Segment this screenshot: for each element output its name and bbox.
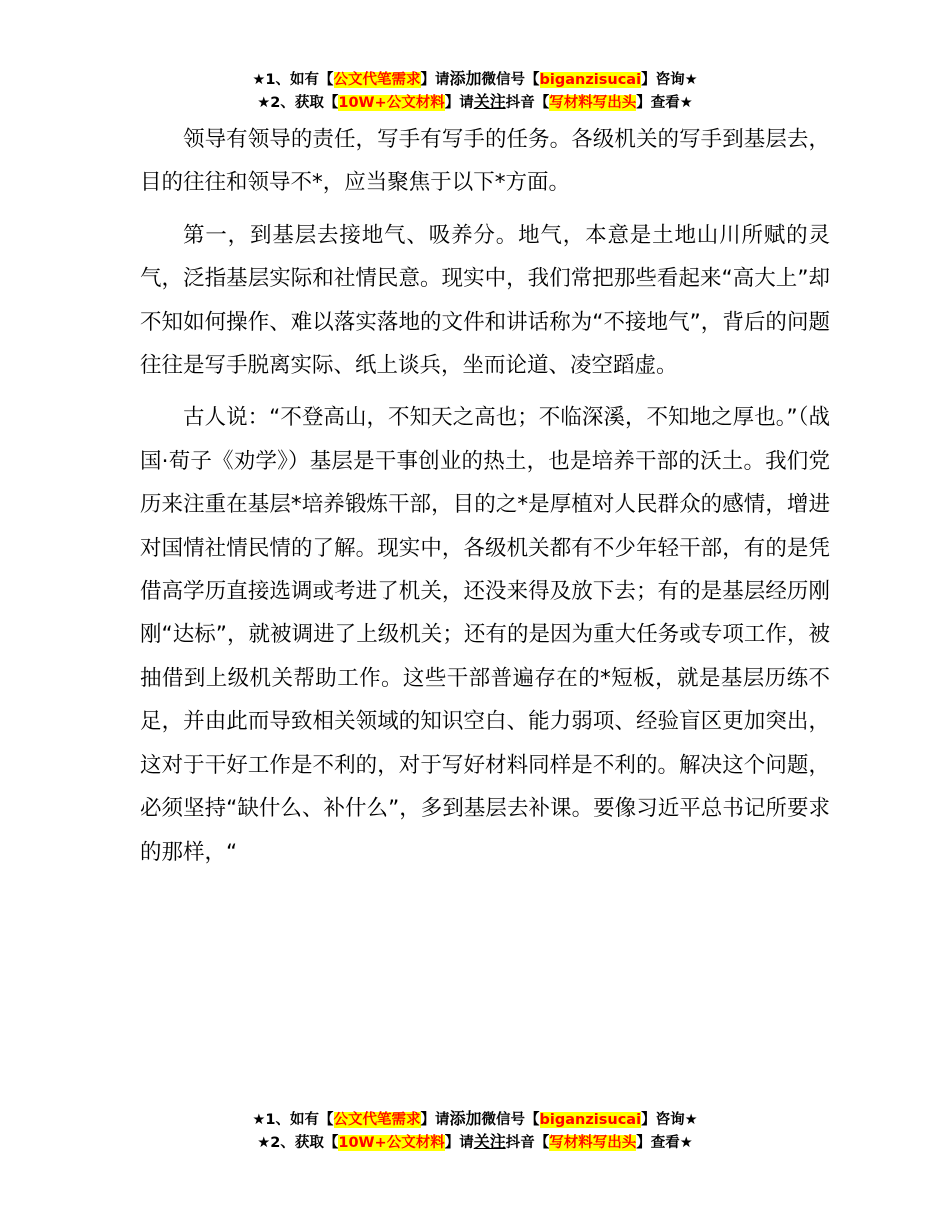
bracket-close: 】 <box>641 1112 656 1128</box>
highlight-douyin-account: 写材料写出头 <box>549 95 637 111</box>
banner-line-2-suffix: 查看★ <box>650 1135 693 1151</box>
highlight-ghostwriting: 公文代笔需求 <box>333 1112 421 1128</box>
bracket-close: 】 <box>444 95 460 111</box>
banner-line-2-prefix: ★2、获取 <box>257 1135 324 1151</box>
banner-line-1 <box>0 68 950 91</box>
banner-line-1-add: 添加 <box>449 69 482 88</box>
banner-line-2-douyin-label: 抖音 <box>505 1135 535 1151</box>
paragraph-1: 领导有领导的责任，写手有写手的任务。各级机关的写手到基层去，目的往往和领导不*，应当聚焦于以下*方面。 <box>140 127 830 196</box>
banner-line-2-suffix: 查看★ <box>650 95 693 111</box>
document-body <box>140 118 830 874</box>
banner-line-2-follow: 关注 <box>473 1132 506 1151</box>
paragraph-2: 第一，到基层去接地气、吸养分。地气，本意是土地山川所赋的灵气，泛指基层实际和社情民意。现实中，我们常把那些看起来“高大上”却不知如何操作、难以落实落地的文件和讲话称为“不接地气”，背后的问题往往是写手脱离实际、纸上谈兵，坐而论道、凌空蹈虚。 <box>140 222 830 379</box>
banner-line-2 <box>0 1131 950 1154</box>
banner-line-1 <box>0 1108 950 1131</box>
banner-line-1-mid: 请 <box>435 1112 450 1128</box>
paragraph-3: 古人说：“不登高山，不知天之高也；不临深溪，不知地之厚也。”（战国·荀子《劝学》）基层是干事创业的热土，也是培养干部的沃土。我们党历来注重在基层*培养锻炼干部，目的之*是厚植对人民群众的感情，增进对国情社情民情的了解。现实中，各级机关都有不少年轻干部，有的是凭借高学历直接选调或考进了机关，还没来得及放下去；有的是基层经历刚刚“达标”，就被调进了上级机关；还有的是因为重大任务或专项工作，被抽借到上级机关帮助工作。这些干部普遍存在的*短板，就是基层历练不足，并由此而导致相关领域的知识空白、能力弱项、经验盲区更加突出，这对于干好工作是不利的，对于写好材料同样是不利的。解决这个问题，必须坚持“缺什么、补什么”，多到基层去补课。要像习近平总书记所要求的那样，“ <box>140 405 830 865</box>
highlight-wechat-id: biganzisucai <box>539 1112 642 1128</box>
bracket-close: 】 <box>641 72 656 88</box>
footer-banner <box>0 1108 950 1154</box>
bracket-close: 】 <box>420 1112 435 1128</box>
banner-line-2-follow: 关注 <box>473 92 506 111</box>
highlight-ghostwriting: 公文代笔需求 <box>333 72 421 88</box>
banner-line-1-prefix: ★1、如有 <box>252 1112 319 1128</box>
bracket-open: 【 <box>319 72 334 88</box>
bracket-open: 【 <box>525 1112 540 1128</box>
bracket-close: 】 <box>444 1135 460 1151</box>
banner-line-2 <box>0 91 950 114</box>
banner-line-1-wechat-label: 微信号 <box>481 1112 526 1128</box>
bracket-close: 】 <box>636 95 651 111</box>
banner-line-1-add: 添加 <box>449 1109 482 1128</box>
banner-line-1-wechat-label: 微信号 <box>481 72 526 88</box>
bracket-open: 【 <box>525 72 540 88</box>
banner-line-2-prefix: ★2、获取 <box>257 95 324 111</box>
banner-line-1-suffix: 咨询★ <box>655 72 698 88</box>
highlight-wechat-id: biganzisucai <box>539 72 642 88</box>
banner-line-2-douyin-label: 抖音 <box>505 95 535 111</box>
banner-line-2-mid: 请 <box>459 1135 474 1151</box>
banner-line-1-mid: 请 <box>435 72 450 88</box>
banner-line-2-mid: 请 <box>459 95 474 111</box>
bracket-close: 】 <box>420 72 435 88</box>
highlight-materials: 10W+公文材料 <box>338 1135 445 1151</box>
bracket-open: 【 <box>323 1135 339 1151</box>
highlight-douyin-account: 写材料写出头 <box>549 1135 637 1151</box>
header-banner <box>0 68 950 114</box>
banner-line-1-suffix: 咨询★ <box>655 1112 698 1128</box>
banner-line-1-prefix: ★1、如有 <box>252 72 319 88</box>
bracket-open: 【 <box>323 95 339 111</box>
highlight-materials: 10W+公文材料 <box>338 95 445 111</box>
bracket-open: 【 <box>534 95 550 111</box>
bracket-close: 】 <box>636 1135 651 1151</box>
bracket-open: 【 <box>534 1135 550 1151</box>
bracket-open: 【 <box>319 1112 334 1128</box>
